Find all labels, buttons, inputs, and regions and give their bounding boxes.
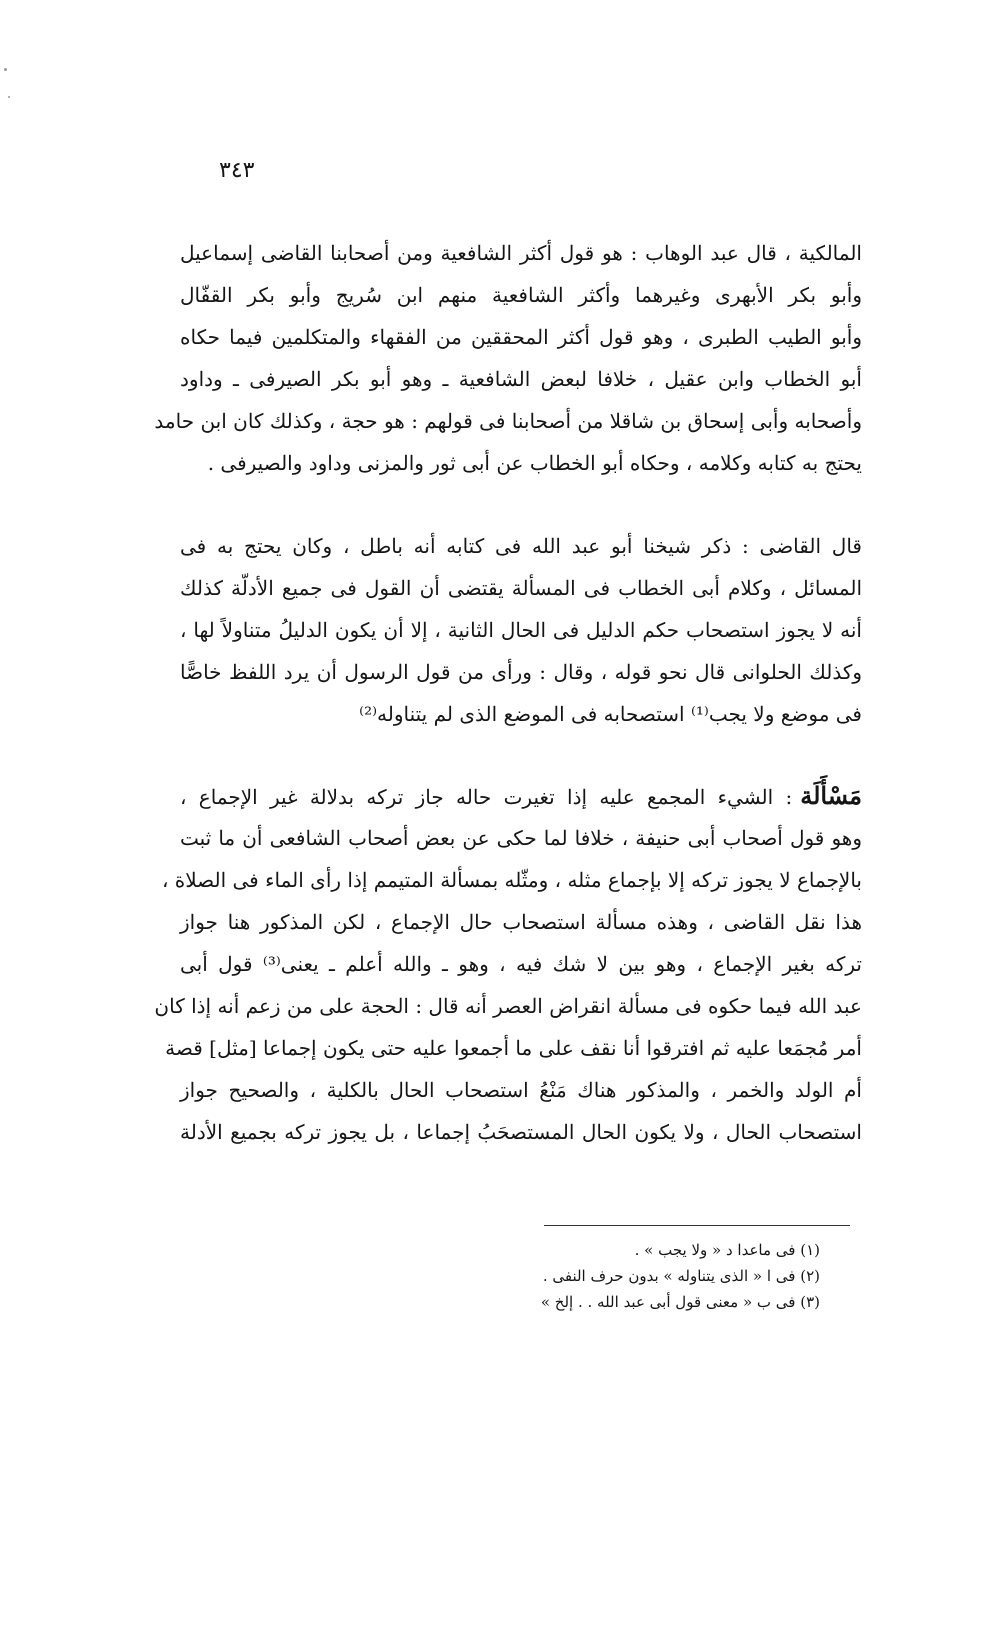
footnote-divider [544,1225,850,1226]
text-line: تركه بغير الإجماع ، وهو بين لا شك فيه ، وهو ـ والله أعلم ـ يعنى⁽³⁾ قول أبى [180,952,863,976]
text-line: وهو قول أصحاب أبى حنيفة ، خلافا لما حكى عن بعض أصحاب الشافعى أن ما ثبت [180,826,862,850]
issue-heading-rest: : الشيء المجمع عليه إذا تغيرت حاله جاز تركه بدلالة غير الإجماع ، [180,785,793,809]
text-line: استصحاب الحال ، ولا يكون الحال المستصحَبُ إجماعا ، بل يجوز تركه بجميع الأدلة [180,1120,862,1144]
footnote: (٢) فى ا « الذى يتناوله » بدون حرف النفى . [542,1267,820,1285]
text-line: وأصحابه وأبى إسحاق بن شاقلا من أصحابنا فى قولهم : هو حجة ، وكذلك كان ابن حامد [154,409,862,433]
text-line-with-heading [180,775,862,817]
scan-speck [4,68,7,71]
text-line: عبد الله فيما حكوه فى مسألة انقراض العصر أنه قال : الحجة على من زعم أنه إذا كان [154,994,862,1018]
issue-heading: مَسْأَلَة [800,781,862,810]
footnote: (١) فى ماعدا د « ولا يجب » . [634,1241,820,1259]
text-line: بالإجماع لا يجوز تركه إلا بإجماع مثله ، ومثّله بمسألة المتيمم إذا رأى الماء فى الصلاة ، [161,868,862,892]
text-line: هذا نقل القاضى ، وهذه مسألة استصحاب حال الإجماع ، لكن المذكور هنا جواز [180,910,862,934]
text-line: أم الولد والخمر ، والمذكور هناك مَنْعُ استصحاب الحال بالكلية ، والصحيح جواز [180,1078,862,1102]
footnotes [420,1237,820,1315]
text-line: وكذلك الحلوانى قال نحو قوله ، وقال : ورأى من قول الرسول أن يرد اللفظ خاصًّا [180,660,862,684]
text-line: المسائل ، وكلام أبى الخطاب فى المسألة يقتضى أن القول فى جميع الأدلّة كذلك [180,576,862,600]
paragraph-2 [180,525,862,735]
text-line: وأبو بكر الأبهرى وغيرهما وأكثر الشافعية منهم ابن سُريج وأبو بكر القفّال [180,283,862,307]
scan-speck [8,96,10,98]
text-line: المالكية ، قال عبد الوهاب : هو قول أكثر الشافعية ومن أصحابنا القاضى إسماعيل [180,241,862,265]
paragraph-1 [154,232,862,484]
text-line: قال القاضى : ذكر شيخنا أبو عبد الله فى كتابه أنه باطل ، وكان يحتج به فى [180,534,862,558]
paragraph-3 [154,775,863,1153]
text-line: أنه لا يجوز استصحاب حكم الدليل فى الحال الثانية ، إلا أن يكون الدليلُ متناولاً لها ، [180,618,862,642]
text-line: أمر مُجمَعا عليه ثم افترقوا أنا نقف على ما أجمعوا عليه حتى يكون إجماعا [مثل] قصة [165,1036,862,1060]
text-line: أبو الخطاب وابن عقيل ، خلافا لبعض الشافعية ـ وهو أبو بكر الصيرفى ـ وداود [180,367,862,391]
text-line: يحتج به كتابه وكلامه ، وحكاه أبو الخطاب عن أبى ثور والمزنى وداود والصيرفى . [207,451,862,475]
text-line: وأبو الطيب الطبرى ، وهو قول أكثر المحققين من الفقهاء والمتكلمين فيما حكاه [180,325,862,349]
footnote: (٣) فى ب « معنى قول أبى عبد الله . . إلخ » [540,1293,820,1311]
text-line: فى موضع ولا يجب⁽¹⁾ استصحابه فى الموضع الذى لم يتناوله⁽²⁾ [359,702,862,726]
page-number: ٣٤٣ [219,158,255,183]
